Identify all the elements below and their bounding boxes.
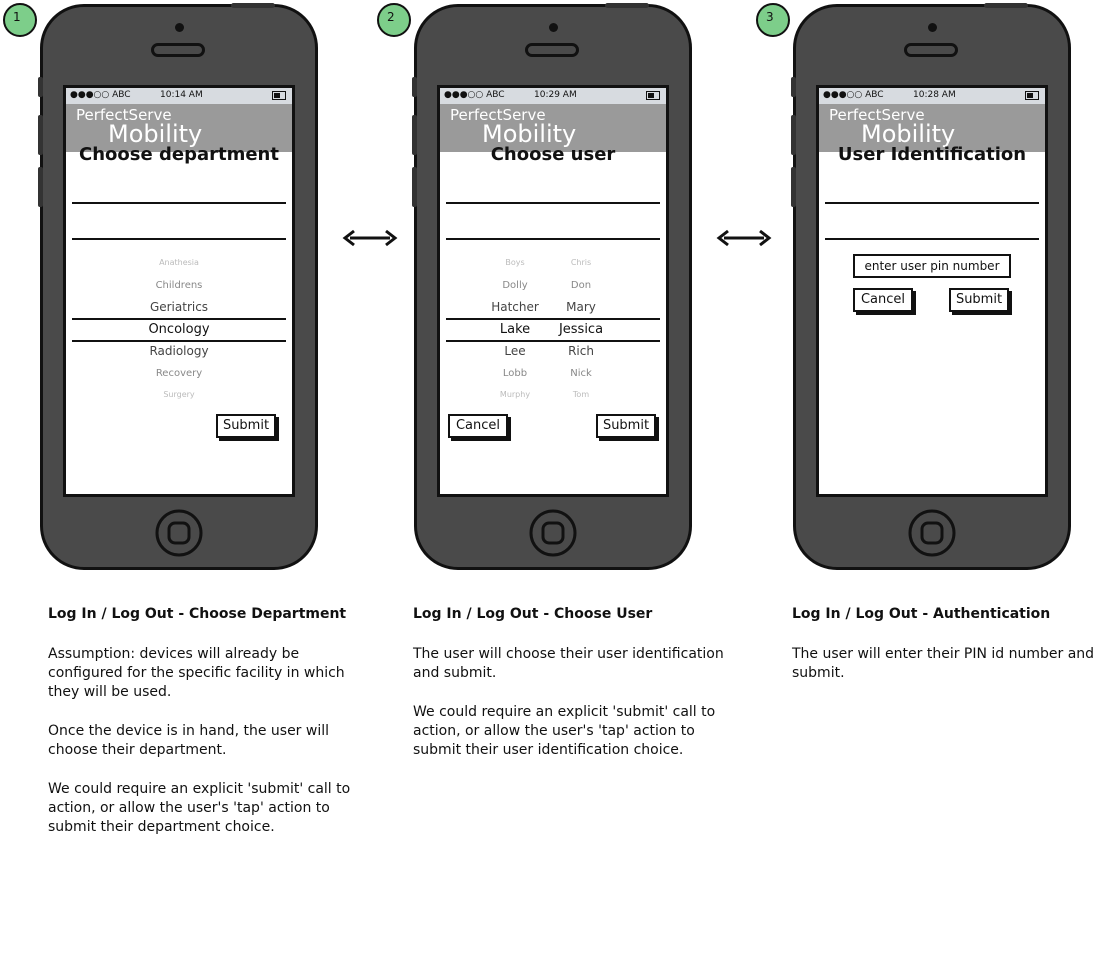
- brand-product: Mobility: [482, 120, 577, 148]
- caption-paragraph: We could require an explicit 'submit' call to action, or allow the user's 'tap' action to submit their department choice.: [48, 781, 351, 835]
- caption-paragraph: The user will choose their user identification and submit.: [413, 646, 724, 681]
- battery-icon: [1025, 91, 1039, 100]
- submit-button[interactable]: Submit: [949, 288, 1009, 312]
- submit-button[interactable]: Submit: [216, 414, 276, 438]
- brand-name: PerfectServe: [829, 106, 925, 124]
- submit-button[interactable]: Submit: [596, 414, 656, 438]
- volume-down-button: [412, 167, 417, 207]
- power-button: [984, 3, 1028, 8]
- cancel-button[interactable]: Cancel: [853, 288, 913, 312]
- home-button: [153, 507, 205, 559]
- battery-icon: [646, 91, 660, 100]
- camera-icon: [549, 23, 558, 32]
- camera-icon: [175, 23, 184, 32]
- brand-name: PerfectServe: [450, 106, 546, 124]
- phone-screen: [437, 85, 669, 497]
- picker-item-selected[interactable]: Jessica: [558, 322, 604, 337]
- caption-title-department: Log In / Log Out - Choose Department: [48, 606, 347, 622]
- caption-paragraph: Once the device is in hand, the user will choose their department.: [48, 723, 330, 758]
- screen-title: Choose user: [490, 144, 616, 165]
- volume-up-button: [38, 115, 43, 155]
- picker-item[interactable]: Surgery: [163, 390, 195, 399]
- caption-paragraph: Assumption: devices will already be configured for the specific facility in which they will be used.: [48, 646, 345, 700]
- picker-item[interactable]: Tom: [572, 390, 590, 399]
- divider: [72, 202, 286, 204]
- brand-name: PerfectServe: [76, 106, 172, 124]
- picker-item[interactable]: Nick: [570, 368, 592, 379]
- picker-item[interactable]: Recovery: [155, 368, 203, 379]
- cancel-button[interactable]: Cancel: [448, 414, 508, 438]
- mute-switch: [412, 77, 417, 97]
- picker-item[interactable]: Childrens: [155, 280, 203, 291]
- picker-item[interactable]: Anathesia: [159, 258, 199, 267]
- mute-switch: [38, 77, 43, 97]
- carrier-signal: ●●●○○ ABC: [70, 90, 131, 100]
- volume-down-button: [791, 167, 796, 207]
- battery-icon: [272, 91, 286, 100]
- picker-item[interactable]: Chris: [570, 258, 592, 267]
- brand-product: Mobility: [108, 120, 203, 148]
- picker-item[interactable]: Radiology: [149, 344, 209, 358]
- picker-item[interactable]: Don: [570, 280, 592, 291]
- speaker-icon: [525, 43, 579, 57]
- picker-selection-line: [446, 340, 660, 342]
- mute-switch: [791, 77, 796, 97]
- status-time: 10:14 AM: [160, 90, 203, 100]
- picker-item[interactable]: Lee: [504, 344, 526, 358]
- caption-paragraph: The user will enter their PIN id number and submit.: [792, 646, 1095, 681]
- step-badge: 3: [756, 3, 790, 37]
- speaker-icon: [151, 43, 205, 57]
- carrier-signal: ●●●○○ ABC: [444, 90, 505, 100]
- picker-item[interactable]: Hatcher: [491, 300, 539, 314]
- picker-item[interactable]: Mary: [566, 300, 596, 314]
- caption-title-authentication: Log In / Log Out - Authentication: [792, 606, 1051, 622]
- volume-up-button: [412, 115, 417, 155]
- picker-item-selected[interactable]: Lake: [499, 322, 531, 337]
- divider: [825, 202, 1039, 204]
- status-time: 10:28 AM: [913, 90, 956, 100]
- picker-selection-line: [72, 318, 286, 320]
- speaker-icon: [904, 43, 958, 57]
- divider: [72, 238, 286, 240]
- picker-column-last-name: [480, 88, 550, 408]
- phone-screen: [816, 85, 1048, 497]
- brand-product: Mobility: [861, 120, 956, 148]
- picker-selection-line: [446, 318, 660, 320]
- status-time: 10:29 AM: [534, 90, 577, 100]
- carrier-signal: ●●●○○ ABC: [823, 90, 884, 100]
- picker-selection-line: [72, 340, 286, 342]
- divider: [825, 238, 1039, 240]
- phone-mockup-user: [387, 4, 692, 570]
- picker-item[interactable]: Rich: [568, 344, 594, 358]
- volume-down-button: [38, 167, 43, 207]
- bidirectional-arrow-icon: [716, 226, 772, 250]
- power-button: [605, 3, 649, 8]
- picker-item[interactable]: Boys: [505, 258, 525, 267]
- picker-item-selected[interactable]: Oncology: [148, 322, 210, 337]
- status-bar: [819, 88, 1045, 104]
- screen-title: User Identification: [837, 144, 1027, 165]
- picker-item[interactable]: Geriatrics: [149, 300, 209, 314]
- home-button: [906, 507, 958, 559]
- caption-title-user: Log In / Log Out - Choose User: [413, 606, 653, 622]
- picker-item[interactable]: Murphy: [499, 390, 531, 399]
- phone-screen: [63, 85, 295, 497]
- power-button: [231, 3, 275, 8]
- step-badge: 1: [3, 3, 37, 37]
- volume-up-button: [791, 115, 796, 155]
- picker-column-first-name: [546, 88, 616, 408]
- picker-item[interactable]: Dolly: [502, 280, 528, 291]
- status-bar: [66, 88, 292, 104]
- bidirectional-arrow-icon: [342, 226, 398, 250]
- step-badge: 2: [377, 3, 411, 37]
- camera-icon: [928, 23, 937, 32]
- phone-mockup-authentication: [766, 4, 1071, 570]
- picker-item[interactable]: Lobb: [502, 368, 528, 379]
- caption-paragraph: We could require an explicit 'submit' call to action, or allow the user's 'tap' action to submit their user identification choice.: [413, 704, 716, 758]
- pin-input[interactable]: enter user pin number: [853, 254, 1011, 278]
- phone-mockup-department: [13, 4, 318, 570]
- screen-title: Choose department: [79, 144, 279, 165]
- home-button: [527, 507, 579, 559]
